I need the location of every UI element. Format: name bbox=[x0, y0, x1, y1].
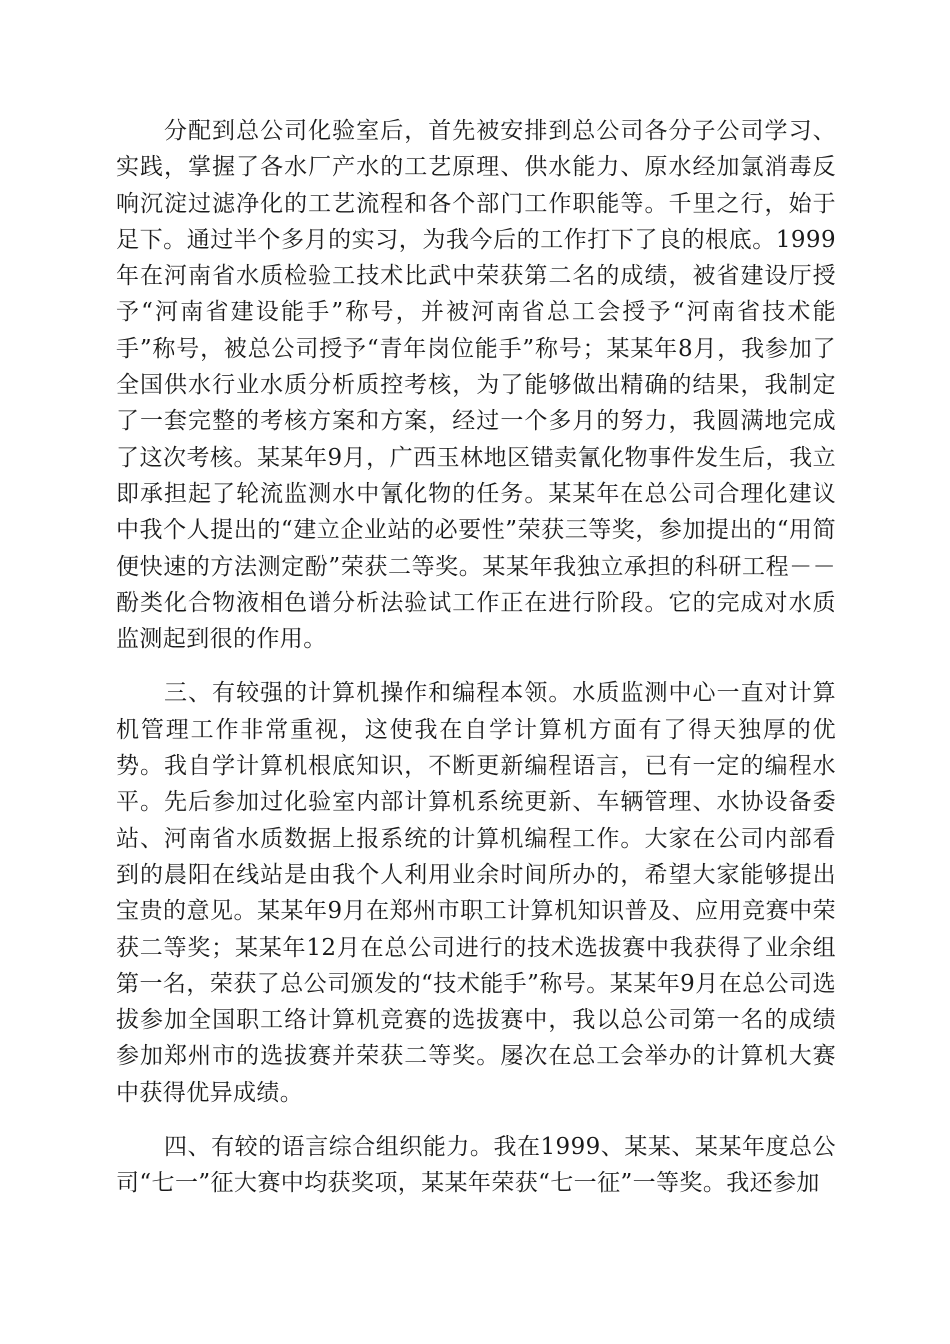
paragraph-lab-assignment: 分配到总公司化验室后，首先被安排到总公司各分子公司学习、实践，掌握了各水厂产水的工艺原理、供水能力、原水经加氯消毒反响沉淀过滤净化的工艺流程和各个部门工作职能等。千里之行，始于足下。通过半个多月的实习，为我今后的工作打下了良的根底。1999年在河南省水质检验工技术比武中荣获第二名的成绩，被省建设厅授予“河南省建设能手”称号，并被河南省总工会授予“河南省技术能手”称号，被总公司授予“青年岗位能手”称号；某某年8月，我参加了全国供水行业水质分析质控考核，为了能够做出精确的结果，我制定了一套完整的考核方案和方案，经过一个多月的努力，我圆满地完成了这次考核。某某年9月，广西玉林地区错卖氰化物事件发生后，我立即承担起了轮流监测水中氰化物的任务。某某年在总公司合理化建议中我个人提出的“建立企业站的必要性”荣获三等奖，参加提出的“用简便快速的方法测定酚”荣获二等奖。某某年我独立承担的科研工程－－酚类化合物液相色谱分析法验试工作正在进行阶段。它的完成对水质监测起到很的作用。 bbox=[116, 118, 836, 653]
paragraph-language-skills: 四、有较的语言综合组织能力。我在1999、某某、某某年度总公司“七一”征大赛中均获奖项，某某年荣获“七一征”一等奖。我还参加 bbox=[116, 1134, 836, 1197]
paragraph-computer-skills: 三、有较强的计算机操作和编程本领。水质监测中心一直对计算机管理工作非常重视，这使我在自学计算机方面有了得天独厚的优势。我自学计算机根底知识，不断更新编程语言，已有一定的编程水平。先后参加过化验室内部计算机系统更新、车辆管理、水协设备委站、河南省水质数据上报系统的计算机编程工作。大家在公司内部看到的晨阳在线站是由我个人利用业余时间所办的，希望大家能够提出宝贵的意见。某某年9月在郑州市职工计算机知识普及、应用竞赛中荣获二等奖；某某年12月在总公司进行的技术选拔赛中我获得了业余组第一名，荣获了总公司颁发的“技术能手”称号。某某年9月在总公司选拔参加全国职工络计算机竞赛的选拔赛中，我以总公司第一名的成绩参加郑州市的选拔赛并荣获二等奖。屡次在总工会举办的计算机大赛中获得优异成绩。 bbox=[116, 680, 836, 1106]
document-body bbox=[116, 113, 836, 1202]
